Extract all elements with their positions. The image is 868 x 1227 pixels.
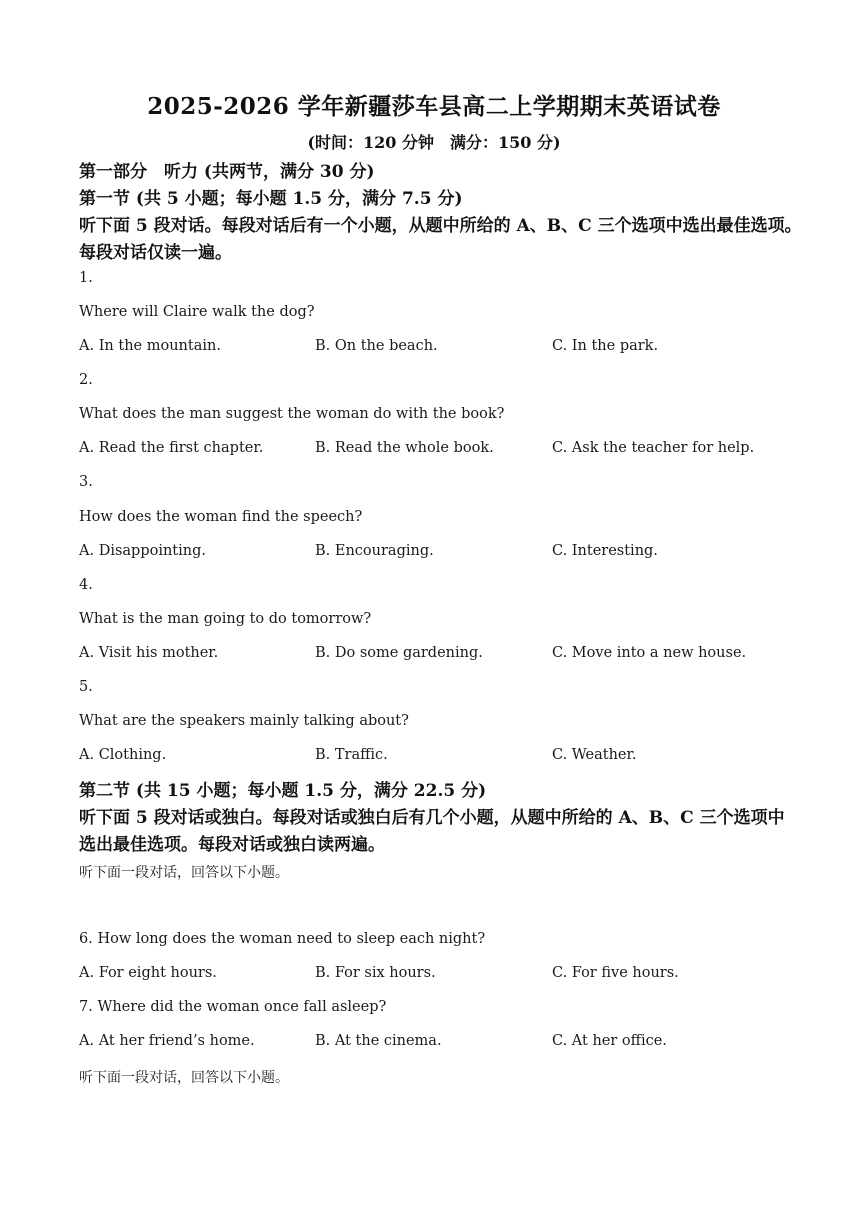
group-note: 听下面一段对话，回答以下小题。 [79,865,289,881]
question-stem: What are the speakers mainly talking about? [79,713,409,729]
option-a: A. For eight hours. [79,965,217,981]
option-c: C. Interesting. [552,543,658,559]
option-a: A. Clothing. [79,747,167,763]
option-a: A. At her friend’s home. [79,1033,255,1049]
section1-heading: 第一节 (共 5 小题；每小题 1.5 分，满分 7.5 分) [79,189,463,209]
section1-instructions-2: 每段对话仅读一遍。 [79,243,232,263]
option-b: B. On the beach. [315,338,438,354]
option-b: B. For six hours. [315,965,436,981]
question-number: 1. [79,270,93,286]
part1-heading: 第一部分 听力 (共两节，满分 30 分) [79,162,375,182]
option-b: B. Traffic. [315,747,388,763]
group-note: 听下面一段对话，回答以下小题。 [79,1070,289,1086]
option-c: C. For five hours. [552,965,679,981]
section2-instructions-2: 选出最佳选项。每段对话或独白读两遍。 [79,835,385,855]
option-c: C. At her office. [552,1033,667,1049]
exam-time-score: (时间：120 分钟 满分：150 分) [307,133,561,152]
question-number: 4. [79,577,93,593]
question-stem: 6. How long does the woman need to sleep each night? [79,931,486,947]
page-title: 2025-2026 学年新疆莎车县高二上学期期末英语试卷 [147,93,721,120]
question-stem: What is the man going to do tomorrow? [79,611,372,627]
question-number: 2. [79,372,93,388]
question-number: 5. [79,679,93,695]
option-b: B. Do some gardening. [315,645,483,661]
question-number: 3. [79,474,93,490]
section2-heading: 第二节 (共 15 小题；每小题 1.5 分，满分 22.5 分) [79,781,487,801]
option-c: C. Move into a new house. [552,645,747,661]
section2-instructions-1: 听下面 5 段对话或独白。每段对话或独白后有几个小题，从题中所给的 A、B、C 三个选项中 [79,808,785,828]
option-b: B. Read the whole book. [315,440,494,456]
option-c: C. Weather. [552,747,637,763]
section1-instructions-1: 听下面 5 段对话。每段对话后有一个小题，从题中所给的 A、B、C 三个选项中选出最佳选项。 [79,216,802,236]
question-stem: What does the man suggest the woman do with the book? [79,406,505,422]
question-stem: 7. Where did the woman once fall asleep? [79,999,387,1015]
option-c: C. Ask the teacher for help. [552,440,755,456]
question-stem: How does the woman find the speech? [79,509,363,525]
option-a: A. Read the first chapter. [79,440,264,456]
option-a: A. Visit his mother. [79,645,219,661]
option-b: B. At the cinema. [315,1033,442,1049]
option-a: A. In the mountain. [79,338,221,354]
option-c: C. In the park. [552,338,659,354]
option-b: B. Encouraging. [315,543,434,559]
option-a: A. Disappointing. [79,543,207,559]
question-stem: Where will Claire walk the dog? [79,304,315,320]
